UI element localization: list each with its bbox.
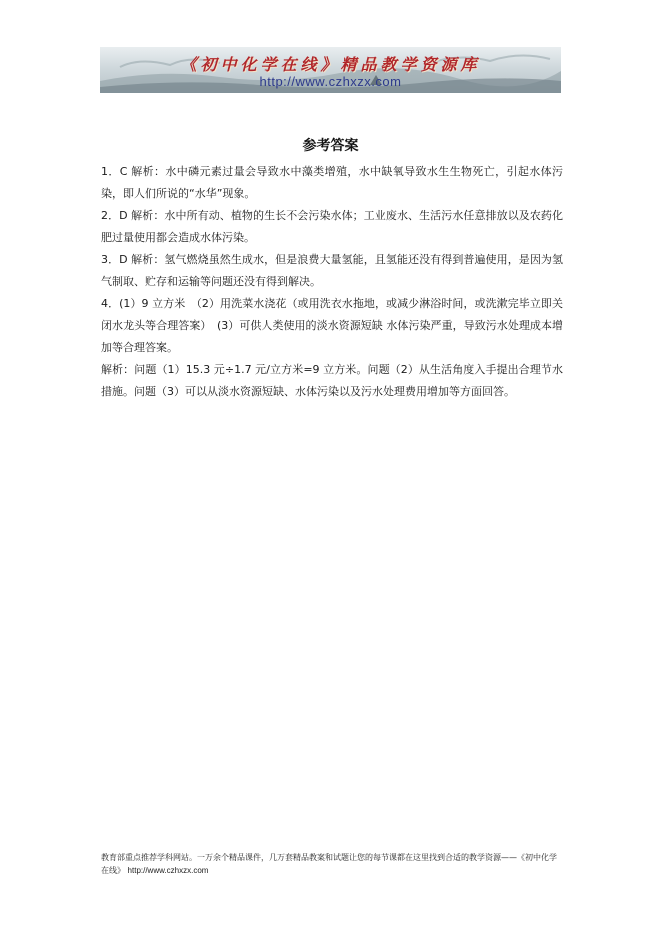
banner-title: 《初中化学在线》精品教学资源库 <box>180 55 481 74</box>
answer-4: 4．(1）9 立方米 （2）用洗菜水浇花（或用洗衣水拖地，或减少淋浴时间，或洗漱完毕立即关闭水龙头等合理答案） (3）可供人类使用的淡水资源短缺 水体污染严重，导致污水处理成本增加等合理答案。 <box>101 297 563 354</box>
header-banner <box>100 47 561 93</box>
footer-text: 教育部重点推荐学科网站。一万余个精品课件，几万套精品教案和试题让您的每节课都在这里找到合适的教学资源——《初中化学在线》 <box>101 853 557 875</box>
page-footer <box>101 851 563 877</box>
footer-url-link[interactable]: http://www.czhxzx.com <box>127 866 209 875</box>
answer-1: 1．C 解析：水中磷元素过量会导致水中藻类增殖，水中缺氧导致水生生物死亡，引起水体污染，即人们所说的“水华”现象。 <box>101 165 563 200</box>
banner-url-link[interactable]: http://www.czhxzx.com <box>259 74 402 89</box>
answer-list <box>101 161 563 403</box>
answer-2: 2．D 解析：水中所有动、植物的生长不会污染水体；工业废水、生活污水任意排放以及农药化肥过量使用都会造成水体污染。 <box>101 209 563 244</box>
answer-3: 3．D 解析：氢气燃烧虽然生成水，但是浪费大量氢能，且氢能还没有得到普遍使用，是因为氢气制取、贮存和运输等问题还没有得到解决。 <box>101 253 563 288</box>
page-title: 参考答案 <box>302 138 359 154</box>
answer-4-explanation: 解析：问题（1）15.3 元÷1.7 元/立方米=9 立方米。问题（2）从生活角度入手提出合理节水措施。问题（3）可以从淡水资源短缺、水体污染以及污水处理费用增加等方面回答。 <box>101 363 563 398</box>
